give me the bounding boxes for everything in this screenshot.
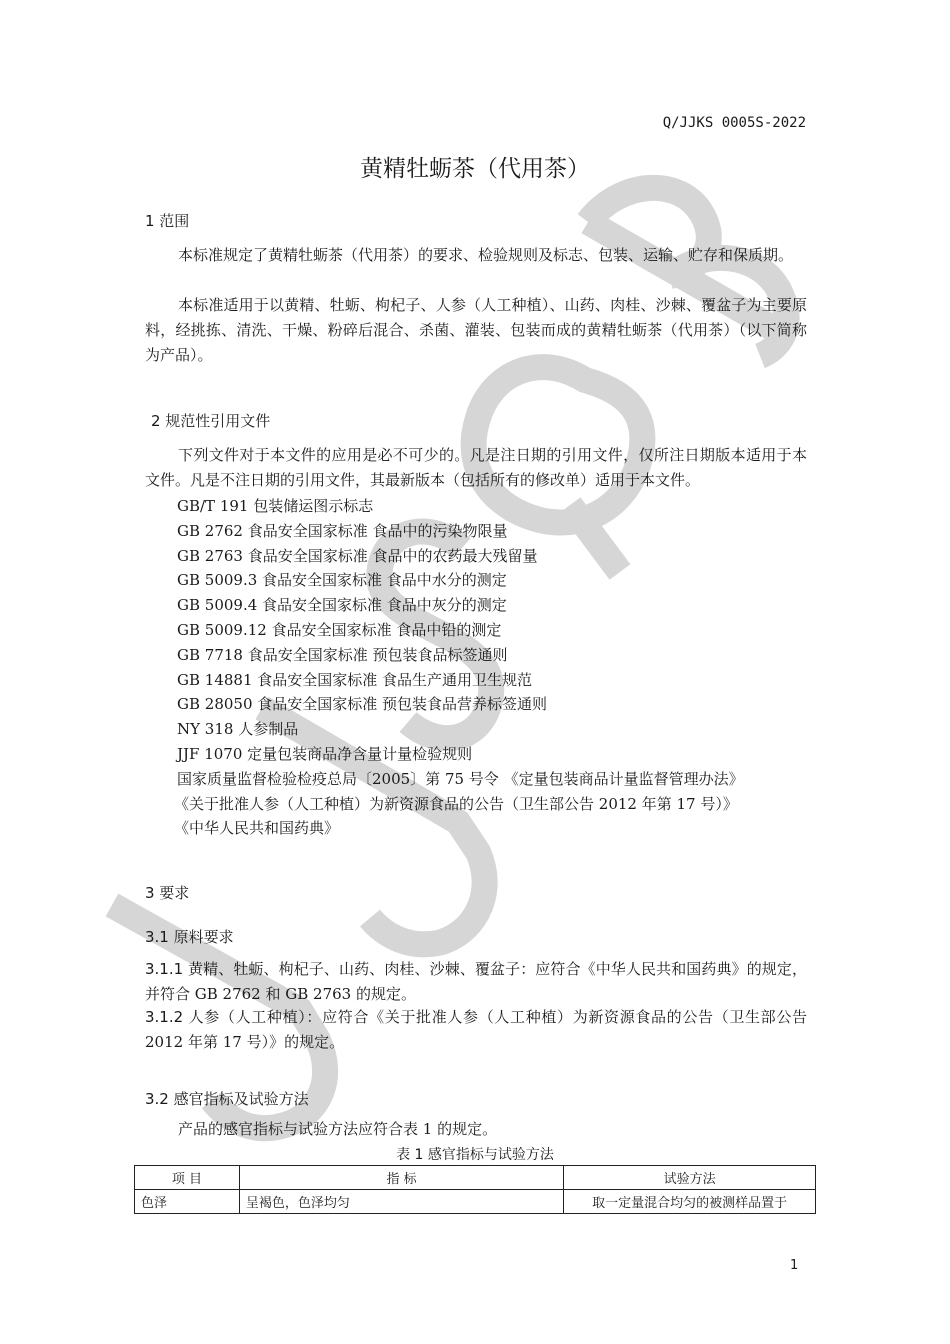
document-title: 黄精牡蛎茶（代用茶）: [360, 156, 590, 182]
table-cell: 呈褐色，色泽均匀: [239, 1190, 564, 1214]
table-caption: 表 1 感官指标与试验方法: [396, 1147, 554, 1163]
reference-item: GB 7718 食品安全国家标准 预包装食品标签通则: [177, 645, 508, 664]
table-header-cell: 项 目: [135, 1166, 240, 1190]
reference-item: GB 5009.4 食品安全国家标准 食品中灰分的测定: [177, 596, 507, 615]
clause-3-1-2: [145, 1005, 807, 1055]
table-row: [135, 1190, 816, 1214]
clause-number: 3.1.2: [145, 1008, 184, 1026]
section-2-heading: 2 规范性引用文件: [151, 412, 271, 430]
table-cell: 色泽: [135, 1190, 240, 1214]
section-2-intro: 下列文件对于本文件的应用是必不可少的。凡是注日期的引用文件，仅所注日期版本适用于本文件。凡是不注日期的引用文件，其最新版本（包括所有的修改单）适用于本文件。: [145, 446, 807, 489]
section-1-paragraph-1: 本标准规定了黄精牡蛎茶（代用茶）的要求、检验规则及标志、包装、运输、贮存和保质期。: [178, 246, 794, 264]
reference-item: GB 2763 食品安全国家标准 食品中的农药最大残留量: [177, 546, 538, 565]
reference-item: GB 5009.12 食品安全国家标准 食品中铅的测定: [177, 620, 502, 639]
reference-item: 《中华人民共和国药典》: [174, 819, 340, 838]
sensory-table: [134, 1165, 816, 1214]
section-3-1-heading: 3.1 原料要求: [145, 928, 234, 946]
clause-number: 3.1.1: [145, 960, 184, 978]
reference-item: GB 2762 食品安全国家标准 食品中的污染物限量: [177, 521, 508, 540]
clause-3-1-1: [145, 957, 807, 1007]
section-1-heading: 1 范围: [145, 212, 190, 230]
section-3-heading: 3 要求: [145, 884, 190, 902]
reference-item: GB 28050 食品安全国家标准 预包装食品营养标签通则: [177, 695, 548, 714]
section-3-2-intro: 产品的感官指标与试验方法应符合表 1 的规定。: [178, 1120, 498, 1138]
clause-text: 黄精、牡蛎、枸杞子、山药、肉桂、沙棘、覆盆子：应符合《中华人民共和国药典》的规定，并符合 GB 2762 和 GB 2763 的规定。: [145, 960, 807, 1003]
section-1-paragraph-2: 本标准适用于以黄精、牡蛎、枸杞子、人参（人工种植）、山药、肉桂、沙棘、覆盆子为主要原料，经挑拣、清洗、干燥、粉碎后混合、杀菌、灌装、包装而成的黄精牡蛎茶（代用茶）（以下简称为产品）。: [145, 296, 807, 364]
reference-item: 国家质量监督检验检疫总局〔2005〕第 75 号令 《定量包装商品计量监督管理办法》: [177, 769, 744, 788]
reference-item: GB 14881 食品安全国家标准 食品生产通用卫生规范: [177, 670, 533, 689]
table-cell: 取一定量混合均匀的被测样品置于: [564, 1190, 816, 1214]
section-3-2-heading: 3.2 感官指标及试验方法: [145, 1090, 309, 1108]
reference-item: 《关于批准人参（人工种植）为新资源食品的公告（卫生部公告 2012 年第 17 号）》: [174, 794, 738, 813]
table-header-cell: 指 标: [239, 1166, 564, 1190]
standard-number: Q/JJKS 0005S-2022: [662, 115, 806, 131]
reference-item: NY 318 人参制品: [177, 720, 299, 739]
page-number: 1: [790, 1258, 799, 1273]
reference-item: JJF 1070 定量包装商品净含量计量检验规则: [177, 744, 473, 763]
clause-text: 人参（人工种植）：应符合《关于批准人参（人工种植）为新资源食品的公告（卫生部公告 2012 年第 17 号）》的规定。: [145, 1008, 807, 1051]
reference-item: GB/T 191 包装储运图示标志: [177, 497, 374, 515]
reference-list: [174, 494, 744, 841]
table-header-row: [135, 1166, 816, 1190]
table-header-cell: 试验方法: [564, 1166, 816, 1190]
reference-item: GB 5009.3 食品安全国家标准 食品中水分的测定: [177, 571, 507, 590]
